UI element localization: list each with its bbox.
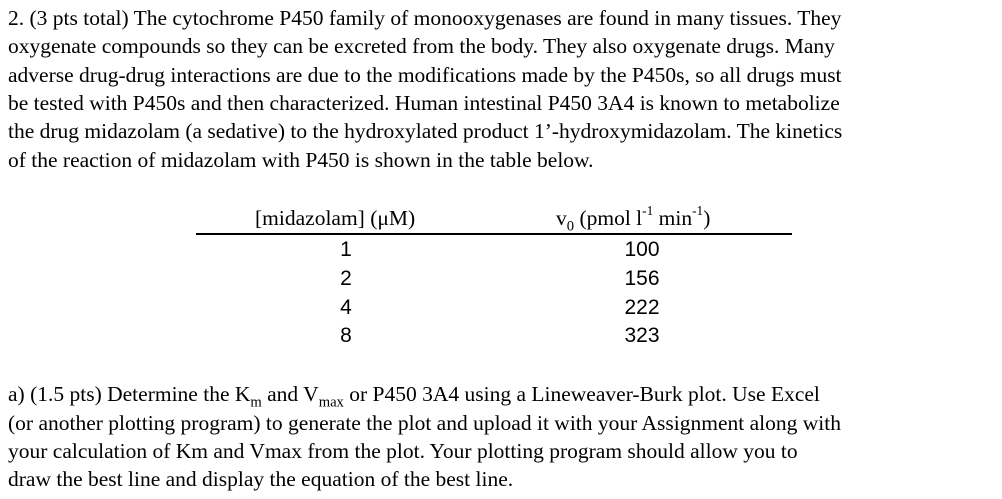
intro-line-2: oxygenate compounds so they can be excreted from the body. They also oxygenate drugs. Many: [8, 34, 835, 58]
conc-cell: 4: [340, 296, 352, 319]
part-a-line-3: your calculation of Km and Vmax from the plot. Your plotting program should allow you to: [8, 439, 798, 463]
intro-line-1: 2. (3 pts total) The cytochrome P450 family of monooxygenases are found in many tissues. They: [8, 6, 842, 30]
intro-line-4: be tested with P450s and then characterized. Human intestinal P450 3A4 is known to metabolize: [8, 91, 840, 115]
conc-cell: 2: [340, 267, 352, 290]
conc-cell: 1: [340, 238, 352, 261]
table-header-rule: [196, 233, 792, 235]
velocity-cell: 323: [624, 324, 660, 347]
part-a-line-4: draw the best line and display the equation of the best line.: [8, 467, 514, 491]
part-a-line-1: a) (1.5 pts) Determine the $K_m$ and $V_{max}$ or P450 3A4 using a Lineweaver-Burk plot. Use Excel: [8, 382, 820, 411]
velocity-cell: 100: [624, 238, 660, 261]
intro-line-6: of the reaction of midazolam with P450 is shown in the table below.: [8, 148, 594, 172]
velocity-cell: 156: [624, 267, 660, 290]
conc-cell: 8: [340, 324, 352, 347]
header-initial-velocity: $v_0$ (pmol $l^{-1}$ $\min^{-1}$): [556, 202, 711, 235]
intro-line-3: adverse drug-drug interactions are due to the modifications made by the P450s, so all drugs must: [8, 63, 842, 87]
intro-line-5: the drug midazolam (a sedative) to the hydroxylated product 1’-hydroxymidazolam. The kinetics: [8, 119, 843, 143]
velocity-cell: 222: [624, 296, 660, 319]
header-midazolam-concentration: [midazolam] (μM): [255, 206, 416, 230]
part-a-line-2: (or another plotting program) to generate the plot and upload it with your Assignment along with: [8, 411, 841, 435]
